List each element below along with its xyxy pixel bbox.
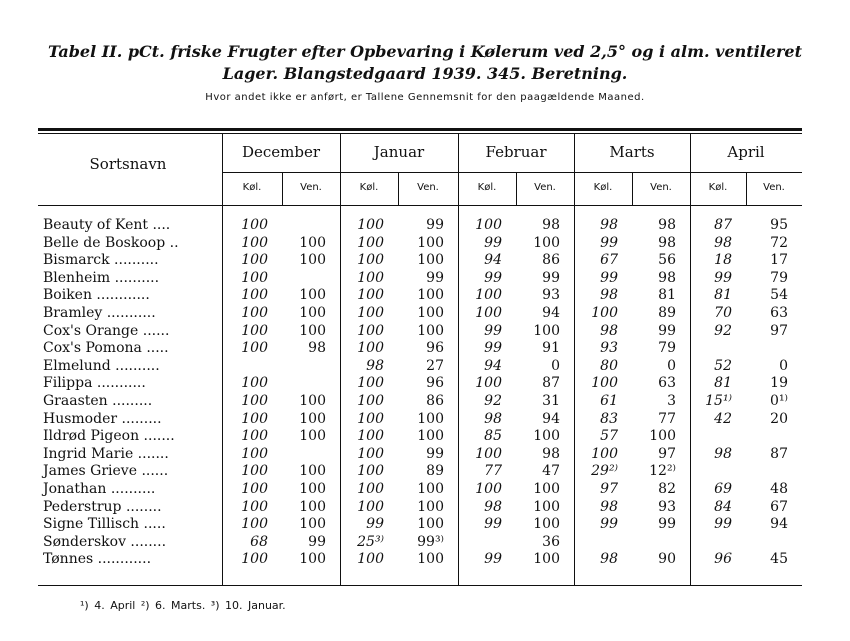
kol-value: 100 (591, 305, 618, 321)
month-header: Februar (485, 143, 547, 161)
kol-value: 100 (241, 463, 268, 480)
kol-value: 94 (484, 357, 502, 374)
ven-value: 0 (551, 357, 560, 374)
kol-value: 99 (484, 516, 502, 533)
ven-value: 87 (542, 375, 560, 392)
header-bottom-rule (38, 205, 802, 206)
ven-value: 100 (533, 551, 560, 568)
kol-value: 94 (484, 252, 502, 269)
kol-value: 98 (714, 445, 732, 462)
kol-value: 67 (600, 252, 618, 269)
ven-value: 87 (770, 445, 788, 462)
ven-value: 100 (299, 516, 326, 533)
kol-subheader: Køl. (359, 182, 379, 193)
ven-value: 100 (533, 234, 560, 251)
top-rule-thick (38, 128, 802, 131)
kol-value: 100 (475, 217, 502, 233)
kol-value: 99 (484, 234, 502, 251)
ven-value: 99 (426, 269, 444, 286)
ven-value: 99³⁾ (417, 533, 444, 550)
kol-value: 96 (714, 551, 732, 568)
kol-value: 100 (475, 305, 502, 321)
ven-value: 98 (308, 340, 326, 357)
ven-value: 79 (658, 340, 676, 357)
ven-value: 100 (299, 498, 326, 515)
ven-value: 91 (542, 340, 560, 357)
variety-name: Signe Tillisch ..... (43, 516, 166, 533)
kol-value: 100 (241, 428, 268, 445)
ven-value: 17 (770, 252, 788, 269)
kol-value: 100 (475, 481, 502, 497)
kol-value: 98 (600, 551, 618, 568)
ven-value: 86 (426, 393, 444, 409)
kol-value: 100 (357, 217, 384, 233)
kol-value: 100 (357, 463, 384, 480)
ven-subheader: Ven. (300, 182, 322, 193)
ven-value: 97 (770, 322, 788, 339)
variety-name: Sønderskov ........ (43, 533, 167, 550)
ven-value: 100 (533, 428, 560, 445)
kol-value: 98 (600, 217, 618, 233)
kol-value: 15¹⁾ (705, 393, 732, 409)
ven-value: 100 (417, 322, 444, 339)
ven-value: 98 (658, 269, 676, 286)
subcolumn-rule (282, 173, 283, 205)
ven-value: 36 (542, 533, 560, 550)
title-line-1: Tabel II. pCt. friske Frugter efter Opbevaring i Kølerum ved 2,5° og i alm. ventileret (48, 42, 802, 61)
ven-value: 100 (417, 498, 444, 515)
kol-value: 70 (714, 305, 732, 321)
top-rule-thin (38, 133, 802, 134)
kol-value: 100 (241, 375, 268, 392)
kol-value: 87 (714, 217, 732, 233)
ven-value: 0¹⁾ (770, 393, 788, 409)
subcolumn-rule (632, 173, 633, 205)
ven-value: 93 (658, 498, 676, 515)
kol-value: 100 (475, 287, 502, 304)
kol-value: 99 (600, 234, 618, 251)
ven-value: 100 (299, 234, 326, 251)
ven-value: 99 (426, 217, 444, 233)
variety-name: Bismarck .......... (43, 252, 159, 269)
ven-value: 54 (770, 287, 788, 304)
ven-value: 100 (417, 252, 444, 269)
month-header: April (727, 143, 765, 161)
ven-value: 100 (417, 410, 444, 427)
kol-value: 98 (714, 234, 732, 251)
ven-value: 100 (417, 287, 444, 304)
kol-value: 100 (241, 234, 268, 251)
kol-subheader: Køl. (242, 182, 262, 193)
kol-value: 100 (357, 287, 384, 304)
kol-value: 69 (714, 481, 732, 497)
table-subtitle: Hvor andet ikke er anført, er Tallene Gennemsnit for den paagældende Maaned. (205, 92, 645, 103)
ven-value: 100 (417, 551, 444, 568)
variety-name: Belle de Boskoop .. (43, 234, 179, 251)
kol-value: 98 (484, 410, 502, 427)
ven-value: 12²⁾ (649, 463, 676, 480)
ven-value: 100 (417, 305, 444, 321)
kol-value: 100 (241, 516, 268, 533)
kol-value: 57 (600, 428, 618, 445)
kol-value: 84 (714, 498, 732, 515)
kol-value: 99 (484, 269, 502, 286)
ven-value: 99 (542, 269, 560, 286)
kol-value: 100 (241, 551, 268, 568)
variety-name: Graasten ......... (43, 393, 153, 409)
kol-value: 100 (241, 340, 268, 357)
ven-subheader: Ven. (534, 182, 556, 193)
ven-value: 86 (542, 252, 560, 269)
kol-value: 100 (357, 375, 384, 392)
month-header: Marts (609, 143, 655, 161)
ven-value: 97 (658, 445, 676, 462)
variety-name: Filippa ........... (43, 375, 146, 392)
title-line-2: Lager. Blangstedgaard 1939. 345. Beretning. (222, 64, 628, 83)
ven-value: 100 (299, 463, 326, 480)
kol-value: 100 (357, 410, 384, 427)
ven-value: 98 (658, 217, 676, 233)
kol-subheader: Køl. (477, 182, 497, 193)
ven-value: 20 (770, 410, 788, 427)
kol-value: 100 (241, 410, 268, 427)
kol-value: 100 (357, 340, 384, 357)
ven-value: 99 (308, 533, 326, 550)
kol-value: 100 (357, 393, 384, 409)
variety-name: Husmoder ......... (43, 410, 162, 427)
ven-value: 100 (417, 516, 444, 533)
ven-value: 100 (299, 252, 326, 269)
variety-name: Bramley ........... (43, 305, 156, 321)
ven-value: 89 (658, 305, 676, 321)
kol-value: 100 (357, 234, 384, 251)
kol-subheader: Køl. (593, 182, 613, 193)
kol-value: 100 (357, 252, 384, 269)
kol-value: 100 (475, 445, 502, 462)
ven-value: 100 (533, 498, 560, 515)
ven-value: 100 (299, 393, 326, 409)
ven-value: 100 (299, 322, 326, 339)
ven-value: 100 (299, 287, 326, 304)
kol-value: 99 (366, 516, 384, 533)
kol-value: 100 (241, 287, 268, 304)
ven-value: 100 (533, 516, 560, 533)
variety-name: Ingrid Marie ....... (43, 445, 169, 462)
kol-value: 100 (241, 269, 268, 286)
ven-value: 79 (770, 269, 788, 286)
kol-value: 97 (600, 481, 618, 497)
kol-value: 100 (357, 481, 384, 497)
ven-value: 0 (667, 357, 676, 374)
ven-value: 90 (658, 551, 676, 568)
ven-value: 100 (299, 305, 326, 321)
variety-name: Cox's Orange ...... (43, 322, 170, 339)
ven-value: 99 (658, 516, 676, 533)
kol-value: 93 (600, 340, 618, 357)
subcolumn-rule (746, 173, 747, 205)
variety-name: Pederstrup ........ (43, 498, 162, 515)
kol-value: 68 (250, 533, 268, 550)
variety-name: Ildrød Pigeon ....... (43, 428, 175, 445)
ven-value: 96 (426, 340, 444, 357)
kol-value: 100 (475, 375, 502, 392)
subcolumn-rule (398, 173, 399, 205)
ven-value: 63 (658, 375, 676, 392)
kol-value: 100 (241, 217, 268, 233)
bottom-rule (38, 585, 802, 586)
variety-name: Elmelund .......... (43, 357, 160, 374)
ven-value: 100 (299, 410, 326, 427)
kol-value: 80 (600, 357, 618, 374)
kol-value: 100 (591, 445, 618, 462)
ven-value: 0 (779, 357, 788, 374)
kol-value: 98 (600, 498, 618, 515)
kol-value: 99 (714, 516, 732, 533)
variety-name: Beauty of Kent .... (43, 217, 171, 233)
ven-value: 63 (770, 305, 788, 321)
kol-value: 98 (600, 322, 618, 339)
ven-value: 100 (417, 481, 444, 497)
kol-value: 100 (241, 498, 268, 515)
ven-value: 72 (770, 234, 788, 251)
kol-value: 100 (241, 305, 268, 321)
ven-value: 89 (426, 463, 444, 480)
kol-value: 100 (357, 445, 384, 462)
kol-value: 99 (484, 322, 502, 339)
variety-name: James Grieve ...... (43, 463, 169, 480)
ven-value: 56 (658, 252, 676, 269)
kol-value: 98 (600, 287, 618, 304)
kol-value: 25³⁾ (357, 533, 384, 550)
subcolumn-rule (516, 173, 517, 205)
ven-value: 98 (658, 234, 676, 251)
kol-value: 92 (714, 322, 732, 339)
kol-value: 100 (241, 445, 268, 462)
ven-value: 100 (417, 234, 444, 251)
kol-value: 100 (591, 375, 618, 392)
variety-name: Jonathan .......... (43, 481, 156, 497)
ven-value: 82 (658, 481, 676, 497)
ven-value: 94 (770, 516, 788, 533)
kol-value: 100 (357, 322, 384, 339)
ven-value: 3 (667, 393, 676, 409)
ven-subheader: Ven. (650, 182, 672, 193)
ven-value: 45 (770, 551, 788, 568)
kol-value: 77 (484, 463, 502, 480)
ven-value: 98 (542, 445, 560, 462)
month-header: December (241, 143, 321, 161)
ven-subheader: Ven. (417, 182, 439, 193)
kol-value: 18 (714, 252, 732, 269)
kol-value: 100 (241, 252, 268, 269)
ven-value: 100 (299, 551, 326, 568)
kol-value: 98 (484, 498, 502, 515)
ven-value: 100 (533, 322, 560, 339)
ven-value: 19 (770, 375, 788, 392)
kol-value: 92 (484, 393, 502, 409)
ven-value: 100 (649, 428, 676, 445)
ven-value: 93 (542, 287, 560, 304)
ven-value: 94 (542, 410, 560, 427)
ven-value: 81 (658, 287, 676, 304)
ven-value: 99 (658, 322, 676, 339)
ven-value: 98 (542, 217, 560, 233)
variety-name: Blenheim .......... (43, 269, 160, 286)
month-divider-rule (222, 172, 802, 173)
ven-value: 100 (533, 481, 560, 497)
kol-value: 100 (357, 498, 384, 515)
ven-value: 95 (770, 217, 788, 233)
kol-value: 61 (600, 393, 618, 409)
ven-value: 48 (770, 481, 788, 497)
ven-value: 99 (426, 445, 444, 462)
kol-value: 85 (484, 428, 502, 445)
variety-name: Cox's Pomona ..... (43, 340, 169, 357)
footnotes: ¹) 4. April ²) 6. Marts. ³) 10. Januar. (80, 599, 286, 612)
kol-value: 99 (600, 269, 618, 286)
kol-value: 98 (366, 357, 384, 374)
kol-value: 52 (714, 357, 732, 374)
kol-value: 100 (241, 481, 268, 497)
ven-value: 100 (299, 481, 326, 497)
kol-subheader: Køl. (708, 182, 728, 193)
ven-value: 100 (299, 428, 326, 445)
kol-value: 100 (357, 269, 384, 286)
kol-value: 29²⁾ (591, 463, 618, 480)
column-header-sortsnavn: Sortsnavn (89, 155, 167, 173)
kol-value: 100 (357, 551, 384, 568)
ven-value: 100 (417, 428, 444, 445)
ven-value: 96 (426, 375, 444, 392)
kol-value: 42 (714, 410, 732, 427)
kol-value: 100 (241, 322, 268, 339)
kol-value: 99 (600, 516, 618, 533)
kol-value: 81 (714, 287, 732, 304)
ven-value: 31 (542, 393, 560, 409)
kol-value: 81 (714, 375, 732, 392)
kol-value: 100 (357, 305, 384, 321)
kol-value: 100 (357, 428, 384, 445)
variety-name: Boiken ............ (43, 287, 150, 304)
kol-value: 83 (600, 410, 618, 427)
ven-value: 94 (542, 305, 560, 321)
kol-value: 99 (484, 551, 502, 568)
ven-value: 77 (658, 410, 676, 427)
kol-value: 99 (714, 269, 732, 286)
variety-name: Tønnes ............ (43, 551, 152, 568)
ven-value: 67 (770, 498, 788, 515)
kol-value: 99 (484, 340, 502, 357)
ven-subheader: Ven. (763, 182, 785, 193)
ven-value: 47 (542, 463, 560, 480)
kol-value: 100 (241, 393, 268, 409)
month-header: Januar (373, 143, 425, 161)
ven-value: 27 (426, 357, 444, 374)
